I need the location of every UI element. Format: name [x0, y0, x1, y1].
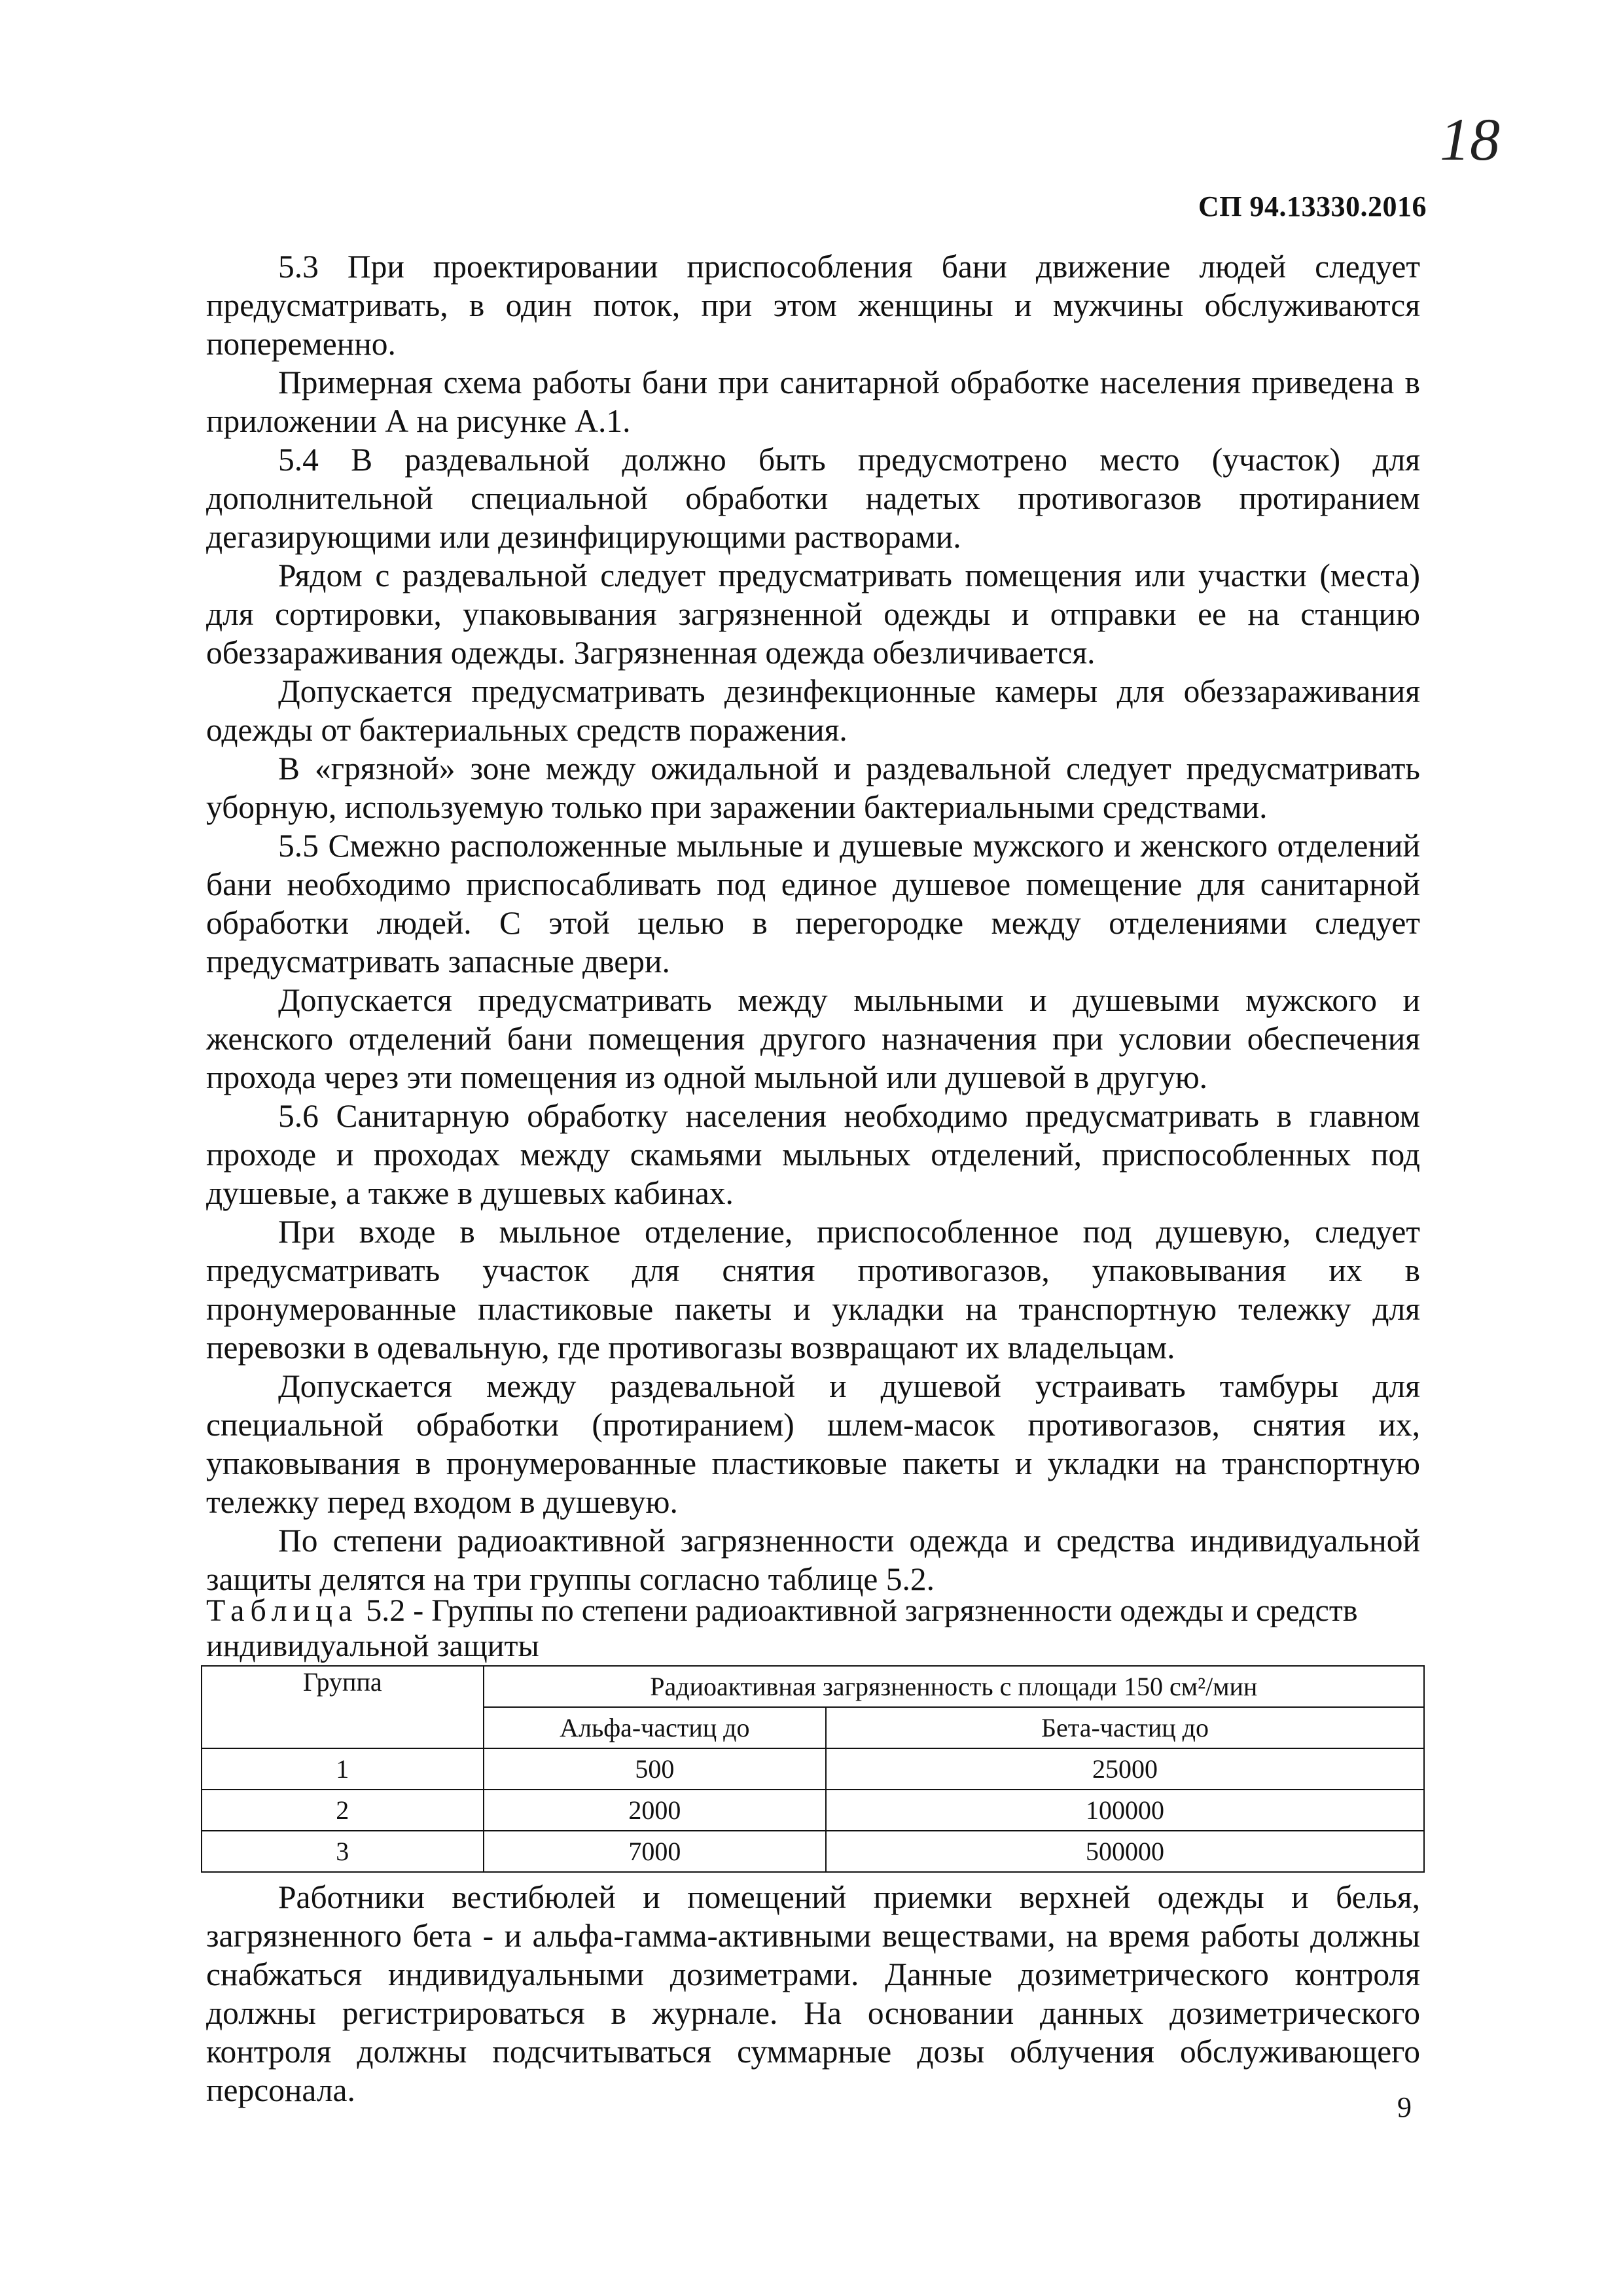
paragraph: Допускается предусматривать между мыльными и душевыми мужского и женского отделений бани помещения другого назначения при условии обеспечения прохода через эти помещения из одной мыльной или душевой в другую.	[206, 982, 1420, 1095]
contamination-table	[201, 1665, 1425, 1873]
cell-group: 2	[202, 1790, 484, 1831]
paragraph: 5.6 Санитарную обработку населения необходимо предусматривать в главном проходе и проходах между скамьями мыльных отделений, приспособленных под душевые, а также в душевых кабинах.	[206, 1098, 1420, 1211]
handwritten-page-number: 18	[1440, 106, 1500, 173]
table-caption	[206, 1593, 1436, 1664]
cell-beta: 100000	[826, 1790, 1424, 1831]
paragraph: При входе в мыльное отделение, приспособленное под душевую, следует предусматривать участок для снятия противогазов, упаковывания их в пронумерованные пластиковые пакеты и укладки на транспортную тележку для перевозки в одевальную, где противогазы возвращают их владельцам.	[206, 1214, 1420, 1366]
paragraph: Примерная схема работы бани при санитарной обработке населения приведена в приложении А на рисунке А.1.	[206, 364, 1420, 439]
cell-beta: 25000	[826, 1748, 1424, 1790]
table-row	[202, 1790, 1424, 1831]
header-contamination: Радиоактивная загрязненность с площади 150 см²/мин	[484, 1666, 1424, 1707]
header-beta: Бета-частиц до	[826, 1707, 1424, 1748]
page-number: 9	[1397, 2091, 1412, 2123]
table-row	[202, 1748, 1424, 1790]
header-alpha: Альфа-частиц до	[484, 1707, 826, 1748]
cell-alpha: 500	[484, 1748, 826, 1790]
paragraph: 5.3 При проектировании приспособления бани движение людей следует предусматривать, в один поток, при этом женщины и мужчины обслуживаются попеременно.	[206, 249, 1420, 362]
cell-group: 3	[202, 1831, 484, 1872]
paragraph: 5.4 В раздевальной должно быть предусмотрено место (участок) для дополнительной специальной обработки надетых противогазов протиранием дегазирующими или дезинфицирующими растворами.	[206, 442, 1420, 555]
table-row	[202, 1831, 1424, 1872]
after-table-text	[206, 1878, 1420, 2110]
cell-alpha: 2000	[484, 1790, 826, 1831]
main-text	[206, 247, 1420, 1598]
cell-group: 1	[202, 1748, 484, 1790]
paragraph: Работники вестибюлей и помещений приемки верхней одежды и белья, загрязненного бета - и альфа-гамма-активными веществами, на время работы должны снабжаться индивидуальными дозиметрами. Данные дозиметрического контроля должны регистрироваться в журнале. На основании данных дозиметрического контроля должны подсчитываться суммарные дозы облучения обслуживающего персонала.	[206, 1879, 1420, 2108]
paragraph: По степени радиоактивной загрязненности одежда и средства индивидуальной защиты делятся на три группы согласно таблице 5.2.	[206, 1523, 1420, 1597]
table-caption-text: 5.2 - Группы по степени радиоактивной загрязненности одежды и средств индивидуальной защиты	[206, 1593, 1358, 1663]
cell-alpha: 7000	[484, 1831, 826, 1872]
table-caption-lead: Таблица	[206, 1593, 359, 1628]
table-header-row	[202, 1666, 1424, 1707]
cell-beta: 500000	[826, 1831, 1424, 1872]
document-id: СП 94.13330.2016	[1198, 190, 1427, 222]
paragraph: Рядом с раздевальной следует предусматривать помещения или участки (места) для сортировки, упаковывания загрязненной одежды и отправки ее на станцию обеззараживания одежды. Загрязненная одежда обезличивается.	[206, 557, 1420, 671]
paragraph: Допускается предусматривать дезинфекционные камеры для обеззараживания одежды от бактериальных средств поражения.	[206, 673, 1420, 748]
paragraph: 5.5 Смежно расположенные мыльные и душевые мужского и женского отделений бани необходимо приспосабливать под единое душевое помещение для санитарной обработки людей. С этой целью в перегородке между отделениями следует предусматривать запасные двери.	[206, 828, 1420, 980]
header-group: Группа	[202, 1666, 484, 1748]
paragraph: В «грязной» зоне между ожидальной и раздевальной следует предусматривать уборную, используемую только при заражении бактериальными средствами.	[206, 751, 1420, 825]
paragraph: Допускается между раздевальной и душевой устраивать тамбуры для специальной обработки (протиранием) шлем-масок противогазов, снятия их, упаковывания в пронумерованные пластиковые пакеты и укладки на транспортную тележку перед входом в душевую.	[206, 1368, 1420, 1520]
